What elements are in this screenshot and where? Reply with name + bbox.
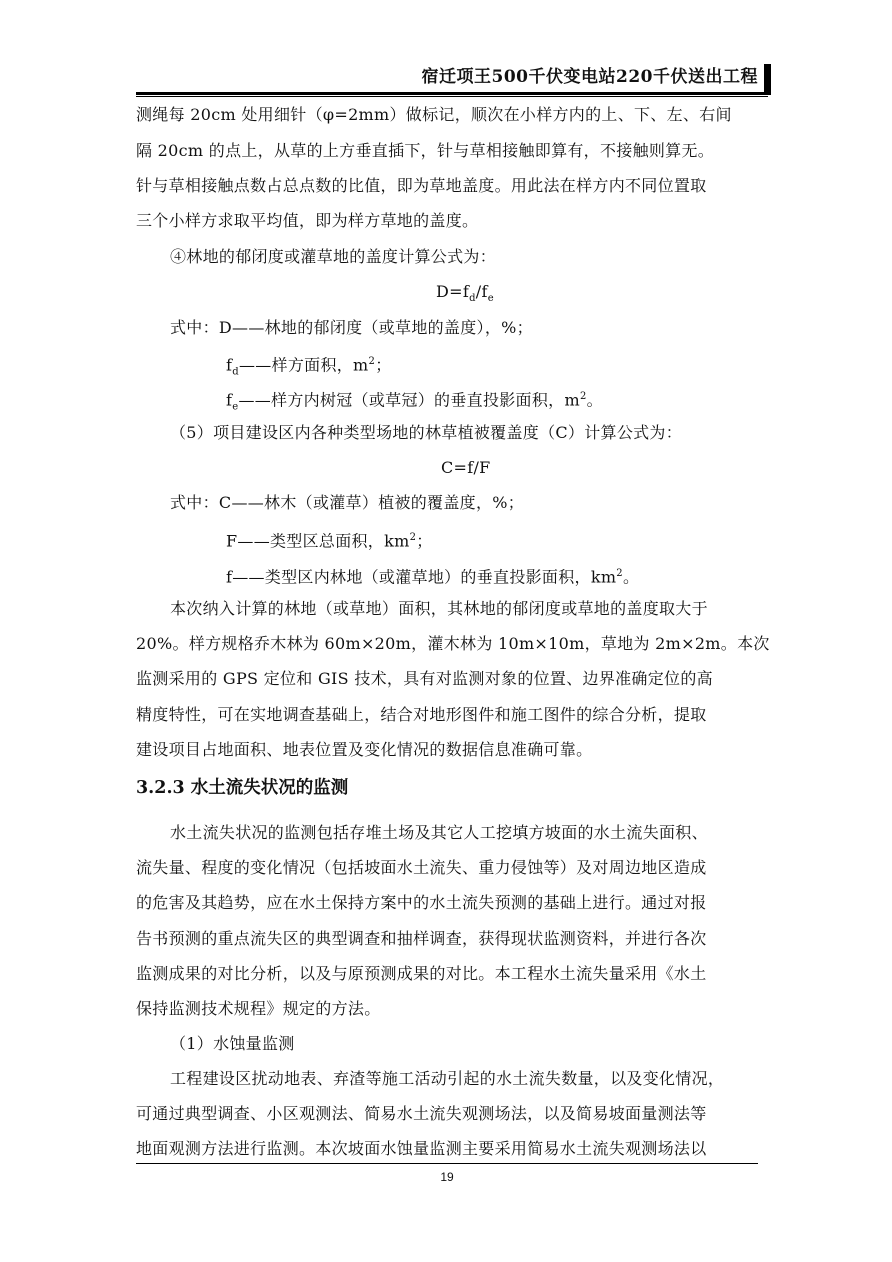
definition-d: 式中：D——林地的郁闭度（或草地的盖度），%； [170, 318, 533, 337]
header-rule-thin [136, 96, 768, 97]
section-heading: 3.2.3 水土流失状况的监测 [136, 778, 349, 798]
running-header-title: 宿迁项王500千伏变电站220千伏送出工程 [421, 67, 758, 87]
formula-subscript: e [487, 293, 494, 305]
punct: ； [375, 355, 392, 375]
definition-c: 式中：C——林木（或灌草）植被的覆盖度，%； [170, 493, 525, 512]
formula-subscript: d [469, 293, 476, 305]
def-text: ——样方内树冠（或草冠）的垂直投影面积，m [238, 390, 580, 410]
list-item-1: （1）水蚀量监测 [170, 1034, 295, 1053]
paragraph-line: 工程建设区扰动地表、弃渣等施工活动引起的水土流失数量，以及变化情况， [170, 1069, 725, 1088]
unit-superscript: 2 [368, 356, 376, 367]
paragraph-line: 本次纳入计算的林地（或草地）面积，其林地的郁闭度或草地的盖度取大于 [170, 599, 708, 618]
definition-f [226, 564, 639, 587]
var: f [226, 355, 233, 375]
formula-text: D=f [436, 282, 470, 301]
unit-superscript: 2 [579, 391, 587, 402]
def-text: F——类型区总面积，km [226, 531, 410, 551]
paragraph-line: 的危害及其趋势，应在水土保持方案中的水土流失预测的基础上进行。通过对报 [136, 893, 707, 912]
header-rule-thick [136, 92, 768, 95]
header-side-bar [764, 64, 771, 95]
def-text: ——样方面积，m [238, 355, 369, 375]
paragraph-line: 流失量、程度的变化情况（包括坡面水土流失、重力侵蚀等）及对周边地区造成 [136, 858, 707, 877]
punct: ； [416, 531, 433, 551]
var-subscript: d [232, 366, 239, 378]
def-text: f——类型区内林地（或灌草地）的垂直投影面积，km [226, 567, 617, 587]
list-item-5: （5）项目建设区内各种类型场地的林草植被覆盖度（C）计算公式为： [170, 423, 683, 442]
definition-fe [226, 387, 603, 418]
paragraph-line: 水土流失状况的监测包括存堆土场及其它人工挖填方坡面的水土流失面积、 [170, 823, 708, 842]
definition-F [226, 528, 433, 551]
paragraph-line: 20%。样方规格乔木林为 60m×20m，灌木林为 10m×10m，草地为 2m×2m。本次 [136, 634, 770, 653]
punct: 。 [622, 567, 640, 587]
paragraph-line: 隔 20cm 的点上，从草的上方垂直插下，针与草相接触即算有，不接触则算无。 [136, 141, 715, 160]
definition-fd [226, 352, 392, 383]
paragraph-line: 监测成果的对比分析，以及与原预测成果的对比。本工程水土流失量采用《水土 [136, 964, 707, 983]
paragraph-line: 精度特性，可在实地调查基础上，结合对地形图件和施工图件的综合分析，提取 [136, 705, 707, 724]
formula-text: /f [475, 282, 488, 301]
unit-superscript: 2 [409, 532, 417, 543]
var-subscript: e [232, 401, 239, 413]
paragraph-line: 监测采用的 GPS 定位和 GIS 技术，具有对监测对象的位置、边界准确定位的高 [136, 669, 713, 688]
page-number: 19 [440, 1170, 454, 1184]
paragraph-line: 地面观测方法进行监测。本次坡面水蚀量监测主要采用简易水土流失观测场法以 [136, 1139, 707, 1158]
paragraph-line: 测绳每 20cm 处用细针（φ=2mm）做标记，顺次在小样方内的上、下、左、右间 [136, 105, 732, 124]
paragraph-line: 告书预测的重点流失区的典型调查和抽样调查，获得现状监测资料，并进行各次 [136, 929, 707, 948]
punct: 。 [586, 390, 603, 410]
paragraph-line: 三个小样方求取平均值，即为样方草地的盖度。 [136, 211, 479, 230]
var: f [226, 390, 233, 410]
paragraph-line: 针与草相接触点数占总点数的比值，即为草地盖度。用此法在样方内不同位置取 [136, 176, 707, 195]
formula-d [436, 282, 494, 309]
unit-superscript: 2 [616, 568, 623, 579]
list-item-4: ④林地的郁闭度或灌草地的盖度计算公式为： [170, 247, 497, 266]
paragraph-line: 可通过典型调查、小区观测法、简易水土流失观测场法，以及简易坡面量测法等 [136, 1104, 707, 1123]
formula-c: C=f/F [441, 458, 491, 477]
paragraph-line: 建设项目占地面积、地表位置及变化情况的数据信息准确可靠。 [136, 740, 593, 759]
paragraph-line: 保持监测技术规程》规定的方法。 [136, 999, 381, 1018]
footer-rule [136, 1163, 758, 1164]
